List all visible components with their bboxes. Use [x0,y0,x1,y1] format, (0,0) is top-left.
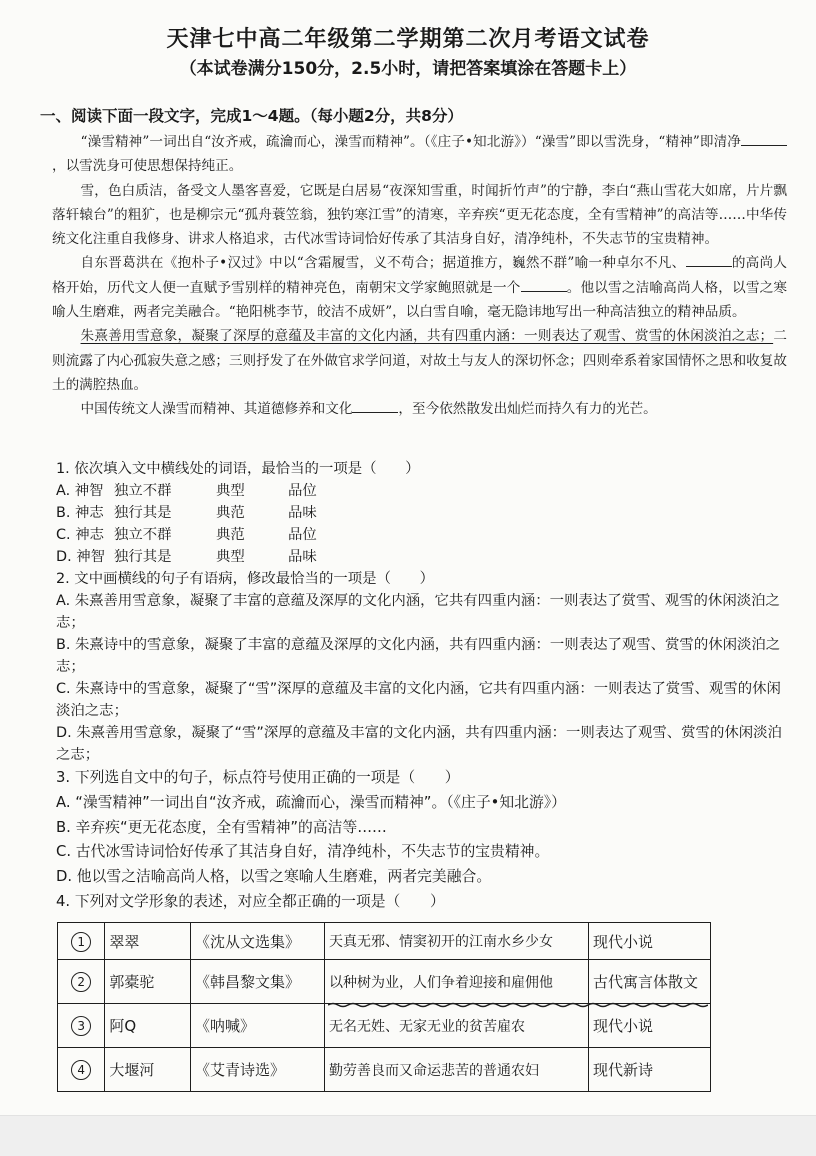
source-book: 《韩昌黎文集》 [191,960,325,1004]
underlined-sentence: 朱熹善用雪意象，凝聚了深厚的意蕴及丰富的文化内涵，共有四重内涵：一则表达了观雪、赏雪的休闲淡泊之志； [80,328,774,345]
question-3 [56,766,791,915]
page-bottom-margin [0,1115,816,1156]
question-2-stem: 2. 文中画横线的句子有语病，修改最恰当的一项是（ ） [56,571,435,587]
genre: 现代新诗 [589,1048,711,1092]
q2-option-b: B. 朱熹诗中的雪意象，凝聚了丰富的意蕴及深厚的文化内涵，共有四重内涵：一则表达了观雪、赏雪的休闲淡泊之志； [56,637,781,675]
q2-option-d: D. 朱熹善用雪意象，凝聚了“雪”深厚的意蕴及丰富的文化内涵，共有四重内涵：一则表达了观雪、赏雪的休闲淡泊之志； [56,725,782,763]
wavy-table-line [328,1002,708,1008]
character-description: 无名无姓、无家无业的贫苦雇农 [325,1004,589,1048]
source-book: 《沈从文选集》 [191,923,325,960]
genre: 现代小说 [589,1004,711,1048]
row-number: 4 [71,1060,91,1080]
fill-blank-2 [686,254,732,267]
q3-option-b: B. 辛弃疾“更无花态度，全有雪精神”的高洁等…… [56,818,387,836]
genre: 现代小说 [589,923,711,960]
character-name: 郭橐驼 [105,960,191,1004]
passage-paragraph-4: 朱熹善用雪意象，凝聚了深厚的意蕴及丰富的文化内涵，共有四重内涵：一则表达了观雪、赏雪的休闲淡泊之志；二则流露了内心孤寂失意之感；三则抒发了在外做官求学问道，对故土与友人的深切怀念；四则牵系着家国情怀之思和收复故土的满腔热血。 [52,328,787,393]
row-number: 2 [71,972,91,992]
genre: 古代寓言体散文 [589,960,711,1004]
passage-paragraph-3: 自东晋葛洪在《抱朴子•汉过》中以“含霜履雪，义不苟合；据道推方，巍然不群”喻一种卓尔不凡、 的高尚人格开始，历代文人便一直赋予雪别样的精神亮色，南朝宋文学家鲍照就是一个 。他以雪之洁喻高尚人格，以雪之寒喻人生磨难，两者完美融合。“艳阳桃李节，皎洁不成妍”，以白雪自喻，毫无隐讳地写出一种高洁独立的精神品质。 [52,255,788,321]
exam-title: 天津七中高二年级第二学期第二次月考语文试卷 [166,27,650,52]
questions-block [56,458,791,915]
row-number: 1 [71,932,91,952]
q2-option-a: A. 朱熹善用雪意象，凝聚了丰富的意蕴及深厚的文化内涵，它共有四重内涵：一则表达了赏雪、观雪的休闲淡泊之志； [56,593,780,631]
q1-option-b: B. 神志 独行其是 典范 品味 [56,505,317,521]
fill-blank-3 [521,279,567,292]
question-3-stem: 3. 下列选自文中的句子，标点符号使用正确的一项是（ ） [56,769,460,786]
reading-passage [52,130,787,422]
q3-option-a: A. “澡雪精神”一词出自“汝齐戒，疏瀹而心，澡雪而精神”。（《庄子•知北游》） [56,793,566,811]
exam-subtitle: （本试卷满分150分，2.5小时，请把答案填涂在答题卡上） [179,59,637,79]
q1-option-c: C. 神志 独立不群 典范 品位 [56,527,317,543]
character-description: 以种树为业，人们争着迎接和雇佣他 [325,960,589,1004]
table-row [58,923,711,960]
q2-option-c: C. 朱熹诗中的雪意象，凝聚了“雪”深厚的意蕴及丰富的文化内涵，它共有四重内涵：一则表达了赏雪、观雪的休闲淡泊之志； [56,681,781,719]
passage-paragraph-2: 雪，色白质洁，备受文人墨客喜爱，它既是白居易“夜深知雪重，时闻折竹声”的宁静，李白“燕山雪花大如席，片片飘落轩辕台”的粗犷，也是柳宗元“孤舟蓑笠翁，独钓寒江雪”的清寒，辛弃疾“更无花态度，全有雪精神”的高洁等……中华传统文化注重自我修身、讲求人格追求，古代冰雪诗词恰好传承了其洁身自好，清净纯朴，不失志节的宝贵精神。 [52,182,787,248]
q3-option-d: D. 他以雪之洁喻高尚人格，以雪之寒喻人生磨难，两者完美融合。 [56,868,492,886]
character-name: 大堰河 [105,1048,191,1092]
source-book: 《呐喊》 [191,1004,325,1048]
fill-blank-1 [741,133,787,146]
question-1 [56,458,791,568]
table-row [58,960,711,1004]
table-row [58,1048,711,1092]
character-name: 阿Q [105,1004,191,1048]
source-book: 《艾青诗选》 [191,1048,325,1092]
character-name: 翠翠 [105,923,191,960]
character-description: 勤劳善良而又命运悲苦的普通农妇 [325,1048,589,1092]
table-row [58,1004,711,1048]
character-description: 天真无邪、情窦初开的江南水乡少女 [325,923,589,960]
q3-option-c: C. 古代冰雪诗词恰好传承了其洁身自好，清净纯朴，不失志节的宝贵精神。 [56,843,550,861]
question-1-stem: 1. 依次填入文中横线处的词语，最恰当的一项是（ ） [56,461,420,477]
q1-option-a: A. 神智 独立不群 典型 品位 [56,483,317,499]
question-2 [56,568,791,766]
section-heading: 一、阅读下面一段文字，完成1～4题。（每小题2分，共8分） [40,107,463,125]
passage-paragraph-1: “澡雪精神”一词出自“汝齐戒，疏瀹而心，澡雪而精神”。（《庄子•知北游》）“澡雪”即以雪洗身，“精神”即清净，以雪洗身可使思想保持纯正。 [52,130,787,179]
q1-option-d: D. 神智 独行其是 典型 品味 [56,549,317,565]
passage-paragraph-5: 中国传统文人澡雪而精神、其道德修养和文化 ，至今依然散发出灿烂而持久有力的光芒。 [80,401,657,418]
question-4-stem: 4. 下列对文学形象的表述，对应全都正确的一项是（ ） [56,892,445,910]
row-number: 3 [71,1016,91,1036]
fill-blank-4 [352,400,398,413]
